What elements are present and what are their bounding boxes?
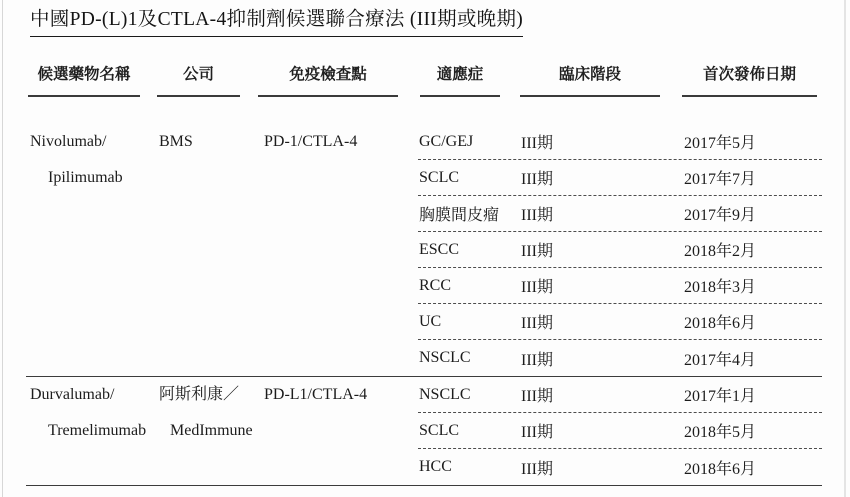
stage-cell: III期: [521, 351, 553, 369]
table-title: 中國PD-(L)1及CTLA-4抑制劑候選聯合療法 (III期或晚期): [30, 8, 523, 37]
drug-name-line1: Nivolumab/: [30, 133, 107, 150]
stage-cell: III期: [521, 424, 553, 441]
table-row: [418, 124, 822, 160]
table-row: [418, 304, 822, 340]
company-cell: [159, 124, 264, 160]
table-row: [418, 449, 822, 485]
group-indication-rows: [418, 377, 822, 485]
therapy-table: [26, 124, 822, 486]
stage-cell: III期: [521, 279, 553, 296]
table-row: [418, 268, 822, 304]
indication-cell: SCLC: [419, 421, 460, 439]
scan-edge-left: [2, 0, 3, 497]
indication-cell: UC: [419, 312, 442, 330]
drug-name-line1: Durvalumab/: [30, 386, 115, 403]
column-header-date: 首次發佈日期: [682, 66, 817, 97]
company-line1: BMS: [159, 133, 193, 150]
drug-name-cell: [26, 377, 159, 449]
date-cell: 2017年9月: [684, 207, 757, 224]
company-line2: MedImmune: [170, 422, 253, 439]
date-cell: 2017年7月: [684, 171, 757, 188]
stage-cell: III期: [521, 460, 553, 478]
indication-cell: ESCC: [419, 240, 460, 258]
stage-cell: III期: [521, 388, 553, 405]
indication-cell: NSCLC: [419, 349, 471, 366]
table-row: [418, 196, 822, 232]
checkpoint-cell: PD-1/CTLA-4: [264, 133, 358, 150]
drug-name-line2: Tremelimumab: [48, 422, 147, 439]
group-left-pane: [26, 377, 418, 485]
drug-name-cell: [26, 124, 159, 196]
stage-cell: III期: [521, 243, 553, 260]
column-header-stage: 臨床階段: [520, 66, 660, 97]
column-header-indication: 適應症: [420, 66, 500, 97]
column-header-drug: 候選藥物名稱: [28, 66, 140, 97]
company-line1: 阿斯利康／: [159, 386, 240, 403]
stage-cell: III期: [521, 207, 553, 224]
indication-cell: NSCLC: [419, 385, 471, 403]
table-row: [418, 160, 822, 196]
date-cell: 2018年2月: [684, 243, 757, 260]
table-row: [418, 413, 822, 449]
stage-cell: III期: [521, 171, 553, 188]
column-header-checkpoint: 免疫檢查點: [258, 66, 398, 97]
group-left-pane: [26, 124, 418, 376]
indication-cell: HCC: [419, 458, 452, 475]
group-indication-rows: [418, 124, 822, 376]
date-cell: 2017年1月: [684, 388, 757, 405]
table-row: [418, 232, 822, 268]
table-row: [418, 377, 822, 413]
date-cell: 2018年3月: [684, 279, 757, 296]
column-header-company: 公司: [157, 66, 240, 97]
stage-cell: III期: [521, 135, 553, 152]
scan-edge-right: [844, 0, 846, 497]
indication-cell: SCLC: [419, 168, 460, 186]
checkpoint-cell: PD-L1/CTLA-4: [264, 386, 368, 403]
therapy-group-nivolumab-ipilimumab: [26, 124, 822, 376]
table-row: [418, 340, 822, 376]
drug-name-line2: Ipilimumab: [48, 169, 123, 186]
date-cell: 2018年6月: [684, 315, 757, 332]
date-cell: 2018年5月: [684, 424, 757, 441]
company-cell: [159, 377, 264, 449]
indication-cell: RCC: [419, 276, 452, 294]
indication-cell: GC/GEJ: [419, 132, 474, 150]
stage-cell: III期: [521, 315, 553, 332]
date-cell: 2018年6月: [684, 460, 757, 478]
therapy-group-durvalumab-tremelimumab: [26, 376, 822, 485]
date-cell: 2017年4月: [684, 351, 757, 369]
indication-cell: 胸膜間皮瘤: [419, 207, 500, 224]
date-cell: 2017年5月: [684, 135, 757, 152]
